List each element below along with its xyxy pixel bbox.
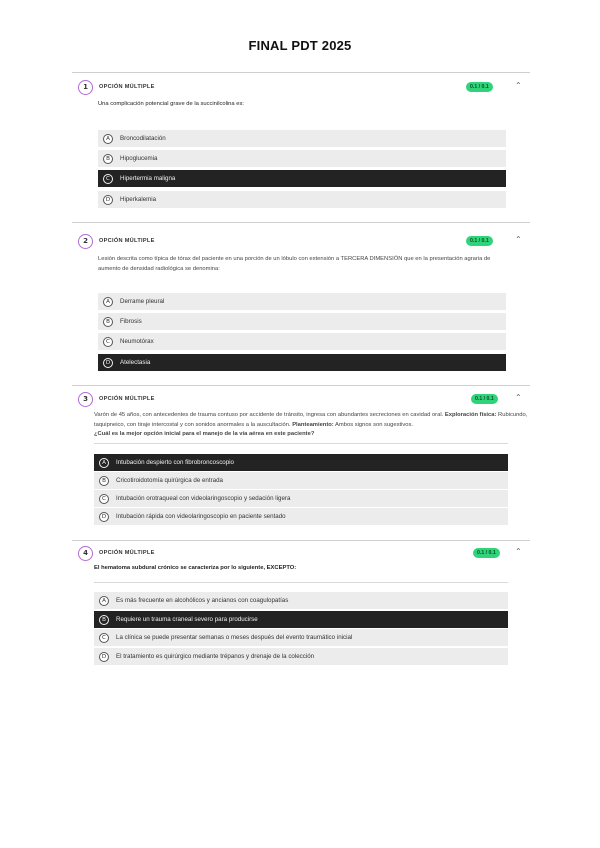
option-letter: C [103,337,113,347]
option-b[interactable] [94,472,508,489]
card-divider [72,72,530,73]
option-b[interactable] [98,313,506,330]
divider [94,443,508,444]
option-label: Intubación rápida con videolaringoscopio en paciente sentado [116,513,286,520]
question-type: OPCIÓN MÚLTIPLE [99,84,155,90]
option-letter: D [103,358,113,368]
option-b-selected[interactable] [94,611,508,628]
question-type: OPCIÓN MÚLTIPLE [99,396,155,402]
option-label: Cricotiroidotomía quirúrgica de entrada [116,477,223,484]
option-letter: A [99,596,109,606]
option-label: Hipertermia maligna [120,175,176,182]
card-divider [72,540,530,541]
option-label: Intubación orotraqueal con videolaringoscopio y sedación ligera [116,495,291,502]
option-letter: C [103,174,113,184]
option-a-selected[interactable] [94,454,508,471]
card-divider [72,222,530,223]
option-c-selected[interactable] [98,170,506,187]
option-a[interactable] [94,592,508,609]
page-title: FINAL PDT 2025 [248,38,352,53]
option-letter: B [99,615,109,625]
option-label: Neumotórax [120,338,154,345]
score-badge: 0.1 / 0.1 [466,236,493,246]
option-label: Intubación despierto con fibrobroncoscopio [116,459,234,466]
question-prompt: ¿Cuál es la mejor opción inicial para el manejo de la vía aérea en este paciente? [94,431,315,437]
question-type: OPCIÓN MÚLTIPLE [99,238,155,244]
score-badge: 0.1 / 0.1 [473,548,500,558]
option-label: Requiere un trauma craneal severo para producirse [116,616,258,623]
option-c[interactable] [98,333,506,350]
option-d[interactable] [94,508,508,525]
question-text [94,411,530,440]
question-card-4 [72,540,530,670]
option-label: Derrame pleural [120,298,165,305]
chevron-up-icon[interactable]: ⌃ [515,235,522,244]
question-card-1 [72,72,530,212]
option-label: Broncodilatación [120,135,166,142]
divider [94,582,508,583]
option-letter: C [99,633,109,643]
option-letter: A [103,297,113,307]
option-letter: D [99,652,109,662]
question-text: Lesión descrita como típica de tórax del paciente en una porción de un lóbulo con extensión a TERCERA DIMENSIÓN que en la presentación agraria de aumento de densidad radiológica se denomina: [98,256,491,272]
question-text-bold: Planteamiento: [292,421,334,428]
option-d[interactable] [98,191,506,208]
question-number: 1 [78,80,93,95]
option-a[interactable] [98,293,506,310]
option-a[interactable] [98,130,506,147]
option-b[interactable] [98,150,506,167]
option-label: Hiperkalemia [120,196,157,203]
option-letter: B [99,476,109,486]
option-letter: C [99,494,109,504]
question-text-line: Varón de 45 años, con antecedentes de trauma contuso por accidente de tránsito, ingresa con abundantes secreciones en cavidad oral. [94,412,444,418]
question-type: OPCIÓN MÚLTIPLE [99,550,155,556]
option-d[interactable] [94,648,508,665]
score-badge: 0.1 / 0.1 [471,394,498,404]
question-text-bold: Exploración física: [444,412,497,418]
option-letter: D [99,512,109,522]
option-letter: B [103,317,113,327]
option-c[interactable] [94,490,508,507]
question-number: 3 [78,392,93,407]
question-text: El hematoma subdural crónico se caracteriza por lo siguiente, EXCEPTO: [94,565,297,571]
option-label: Hipoglucemia [120,155,158,162]
chevron-up-icon[interactable]: ⌃ [515,81,522,90]
question-header [78,233,155,249]
question-number: 2 [78,234,93,249]
chevron-up-icon[interactable]: ⌃ [515,393,522,402]
question-header [78,79,155,95]
option-label: La clínica se puede presentar semanas o meses después del evento traumático inicial [116,634,353,641]
question-number: 4 [78,546,93,561]
score-badge: 0.1 / 0.1 [466,82,493,92]
question-text-line: Rubicundo, taquipneico, con tiraje intercostal y con sonidos anormales a la auscultación. [94,412,528,428]
card-divider [72,385,530,386]
option-label: Atelectasia [120,359,151,366]
question-header [78,545,155,561]
option-letter: B [103,154,113,164]
question-card-2 [72,222,530,377]
option-letter: A [99,458,109,468]
option-letter: D [103,195,113,205]
question-card-3 [72,385,530,530]
option-d-selected[interactable] [98,354,506,371]
option-letter: A [103,134,113,144]
option-label: El tratamiento es quirúrgico mediante trépanos y drenaje de la colección [116,653,315,660]
question-text-line: Ambos signos son sugestivos. [335,421,414,428]
option-c[interactable] [94,629,508,646]
option-label: Fibrosis [120,318,142,325]
question-text: Una complicación potencial grave de la succinilcolina es: [98,101,244,107]
question-header [78,391,155,407]
option-label: Es más frecuente en alcohólicos y ancianos con coagulopatías [116,597,289,604]
chevron-up-icon[interactable]: ⌃ [515,547,522,556]
